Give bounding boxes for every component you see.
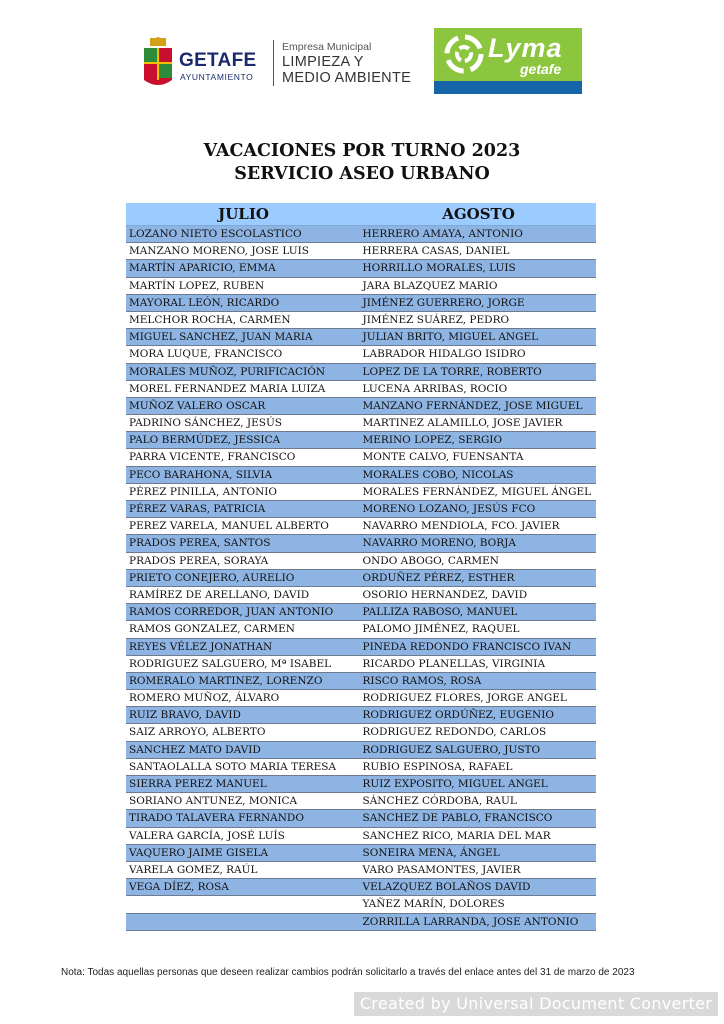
cell-agosto: HERRERA CASAS, DANIEL	[362, 245, 510, 258]
cell-agosto: ZORRILLA LARRANDA, JOSE ANTONIO	[362, 915, 579, 928]
table-row	[126, 828, 596, 845]
cell-agosto: RUBIO ESPINOSA, RAFAEL	[362, 760, 513, 773]
cell-julio: MORALES MUÑOZ, PURIFICACIÓN	[129, 365, 326, 378]
cell-julio: PÉREZ PINILLA, ANTONIO	[129, 485, 278, 498]
document-title: VACACIONES POR TURNO 2023	[203, 141, 521, 161]
cell-agosto: OSORIO HERNANDEZ, DAVID	[362, 588, 528, 601]
column-header-agosto: AGOSTO	[442, 205, 515, 223]
cell-agosto: ONDO ABOGO, CARMEN	[362, 554, 499, 567]
cell-agosto: VELAZQUEZ BOLAÑOS DAVID	[362, 881, 531, 894]
cell-agosto: JARA BLAZQUEZ MARIO	[362, 279, 498, 292]
header-logos	[141, 28, 584, 96]
cell-agosto: RODRIGUEZ SALGUERO, JUSTO	[362, 743, 541, 756]
table-row	[126, 604, 596, 621]
cell-agosto: RUIZ EXPOSITO, MIGUEL ANGEL	[362, 778, 548, 790]
table-row	[126, 862, 596, 879]
cell-agosto: SANCHEZ RICO, MARIA DEL MAR	[362, 829, 551, 842]
table-row	[126, 432, 596, 449]
table-row	[126, 845, 596, 862]
table-row	[126, 518, 596, 535]
cell-julio: MANZANO MORENO, JOSE LUIS	[129, 245, 309, 258]
table-row	[126, 364, 596, 381]
cell-agosto: PALOMO JIMÉNEZ, RAQUEL	[362, 623, 520, 636]
table-row	[126, 776, 596, 793]
getafe-wordmark: GETAFE	[179, 50, 257, 71]
cell-julio: MORA LUQUE, FRANCISCO	[129, 348, 283, 361]
table-row	[126, 381, 596, 398]
getafe-crest-icon	[141, 36, 175, 88]
table-header-row	[126, 203, 596, 226]
cell-agosto: YAÑEZ MARÍN, DOLORES	[362, 898, 505, 911]
cell-julio: MELCHOR ROCHA, CARMEN	[129, 313, 291, 326]
table-row	[126, 329, 596, 346]
cell-agosto: SÁNCHEZ CÓRDOBA, RAUL	[362, 795, 517, 808]
cell-julio: PADRINO SÁNCHEZ, JESÚS	[129, 417, 283, 430]
empresa-line2: LIMPIEZA Y	[282, 54, 364, 70]
vacation-table	[126, 203, 596, 931]
cell-julio: PECO BARAHONA, SILVIA	[129, 468, 273, 481]
cell-julio: SANCHEZ MATO DAVID	[129, 743, 261, 756]
cell-julio: MOREL FERNANDEZ MARIA LUIZA	[129, 382, 326, 395]
table-row	[126, 312, 596, 329]
table-row	[126, 535, 596, 552]
cell-julio: SANTAOLALLA SOTO MARIA TERESA	[129, 760, 337, 773]
cell-julio	[126, 896, 360, 912]
cell-agosto: RICARDO PLANELLAS, VIRGINIA	[362, 657, 546, 670]
cell-julio: PARRA VICENTE, FRANCISCO	[129, 451, 296, 464]
cell-julio: TIRADO TALAVERA FERNANDO	[129, 812, 304, 825]
cell-julio: RUIZ BRAVO, DAVID	[129, 709, 241, 722]
table-row	[126, 243, 596, 260]
table-row	[126, 707, 596, 724]
cell-julio: MARTÍN LOPEZ, RUBEN	[129, 279, 265, 292]
table-row	[126, 759, 596, 776]
cell-julio: VARELA GOMEZ, RAÚL	[129, 863, 258, 876]
cell-julio: PRADOS PEREA, SORAYA	[129, 554, 269, 567]
cell-julio: LOZANO NIETO ESCOLASTICO	[129, 228, 302, 240]
converter-watermark: Created by Universal Document Converter	[354, 992, 718, 1016]
cell-agosto: LOPEZ DE LA TORRE, ROBERTO	[362, 365, 542, 378]
cell-agosto: MONTE CALVO, FUENSANTA	[362, 451, 524, 464]
cell-agosto: SONEIRA MENA, ÁNGEL	[362, 846, 500, 859]
cell-agosto: MORALES FERNÁNDEZ, MIGUEL ÁNGEL	[362, 485, 592, 498]
ayuntamiento-wordmark: AYUNTAMIENTO	[180, 72, 254, 82]
cell-julio: PÉREZ VARAS, PATRICIA	[129, 503, 266, 515]
cell-agosto: LUCENA ARRIBAS, ROCIO	[362, 382, 508, 395]
table-body	[126, 226, 596, 931]
table-row	[126, 621, 596, 638]
cell-julio: MUÑOZ VALERO OSCAR	[129, 399, 266, 412]
table-row	[126, 914, 596, 931]
cell-agosto: LABRADOR HIDALGO ISIDRO	[362, 348, 526, 361]
cell-agosto: RISCO RAMOS, ROSA	[362, 674, 482, 687]
cell-agosto: HERRERO AMAYA, ANTONIO	[362, 228, 523, 240]
table-row	[126, 467, 596, 484]
cell-julio: MARTÍN APARICIO, EMMA	[129, 262, 276, 275]
table-row	[126, 673, 596, 690]
table-row	[126, 656, 596, 673]
cell-julio: REYES VÉLEZ JONATHAN	[129, 640, 273, 653]
table-row	[126, 501, 596, 518]
cell-julio: VEGA DÍEZ, ROSA	[129, 881, 229, 894]
table-row	[126, 449, 596, 466]
cell-julio: PRIETO CONEJERO, AURELIO	[129, 571, 295, 584]
lyma-getafe-wordmark: getafe	[520, 61, 562, 77]
cell-julio: PRADOS PEREA, SANTOS	[129, 537, 271, 550]
lyma-wordmark: Lyma	[488, 33, 563, 63]
cell-agosto: ORDUÑEZ PÉREZ, ESTHER	[362, 571, 515, 584]
cell-julio: VAQUERO JAIME GISELA	[129, 846, 269, 859]
cell-julio: MIGUEL SANCHEZ, JUAN MARIA	[129, 331, 313, 344]
column-header-julio: JULIO	[218, 205, 269, 223]
cell-julio: RAMÍREZ DE ARELLANO, DAVID	[129, 588, 310, 601]
cell-agosto: RODRIGUEZ ORDÚÑEZ, EUGENIO	[362, 709, 554, 722]
cell-agosto: NAVARRO MORENO, BORJA	[362, 537, 516, 550]
table-row	[126, 295, 596, 312]
lyma-swirl-icon	[444, 34, 484, 74]
cell-julio: RODRIGUEZ SALGUERO, Mª ISABEL	[129, 657, 332, 670]
table-row	[126, 484, 596, 501]
cell-julio: RAMOS GONZALEZ, CARMEN	[129, 623, 295, 636]
empresa-line3: MEDIO AMBIENTE	[282, 70, 412, 86]
table-row	[126, 793, 596, 810]
cell-julio: SORIANO ANTUNEZ, MONICA	[129, 795, 298, 808]
cell-agosto: MERINO LOPEZ, SERGIO	[362, 434, 503, 447]
table-row	[126, 226, 596, 243]
empresa-municipal-text	[282, 41, 411, 86]
table-row	[126, 639, 596, 656]
cell-agosto: MARTINEZ ALAMILLO, JOSE JAVIER	[362, 417, 563, 430]
table-row	[126, 553, 596, 570]
cell-agosto: MORALES COBO, NICOLAS	[362, 468, 514, 481]
cell-julio: VALERA GARCÍA, JOSÉ LUÍS	[129, 829, 285, 842]
document-subtitle: SERVICIO ASEO URBANO	[234, 164, 490, 184]
cell-agosto: MORENO LOZANO, JESÚS FCO	[362, 503, 536, 515]
table-row	[126, 587, 596, 604]
lyma-logo	[434, 28, 582, 94]
cell-agosto: MANZANO FERNÁNDEZ, JOSE MIGUEL	[362, 399, 583, 412]
table-row	[126, 742, 596, 759]
getafe-logo	[141, 36, 276, 88]
cell-agosto: NAVARRO MENDIOLA, FCO. JAVIER	[362, 520, 560, 533]
cell-julio: ROMERO MUÑOZ, ÁLVARO	[129, 692, 280, 705]
logo-divider	[273, 40, 274, 86]
cell-agosto: HORRILLO MORALES, LUIS	[362, 262, 516, 275]
cell-agosto: JULIAN BRITO, MIGUEL ANGEL	[362, 331, 539, 344]
cell-agosto: VARO PASAMONTES, JAVIER	[362, 863, 521, 876]
cell-agosto: RODRIGUEZ REDONDO, CARLOS	[362, 726, 547, 739]
cell-agosto: JIMÉNEZ GUERRERO, JORGE	[362, 296, 525, 309]
cell-julio	[126, 914, 360, 930]
cell-agosto: JIMÉNEZ SUÁREZ, PEDRO	[362, 313, 510, 326]
cell-agosto: RODRIGUEZ FLORES, JORGE ANGEL	[362, 692, 567, 705]
footer-note: Nota: Todas aquellas personas que deseen realizar cambios podrán solicitarlo a través del enlace antes del 31 de marzo de 2023	[61, 967, 635, 978]
lyma-blue-band	[434, 81, 582, 94]
cell-agosto: SANCHEZ DE PABLO, FRANCISCO	[362, 812, 553, 825]
table-row	[126, 346, 596, 363]
table-row	[126, 570, 596, 587]
cell-agosto: PALLIZA RABOSO, MANUEL	[362, 606, 518, 619]
table-row	[126, 415, 596, 432]
table-row	[126, 810, 596, 827]
cell-agosto: PINEDA REDONDO FRANCISCO IVAN	[362, 640, 572, 653]
table-row	[126, 278, 596, 295]
table-row	[126, 879, 596, 896]
empresa-line1: Empresa Municipal	[282, 41, 372, 53]
cell-julio: PEREZ VARELA, MANUEL ALBERTO	[129, 520, 329, 533]
cell-julio: RAMOS CORREDOR, JUAN ANTONIO	[129, 606, 334, 619]
table-row	[126, 896, 596, 913]
cell-julio: MAYORAL LEÓN, RICARDO	[129, 296, 280, 309]
table-row	[126, 398, 596, 415]
cell-julio: SAIZ ARROYO, ALBERTO	[129, 726, 266, 739]
cell-julio: ROMERALO MARTINEZ, LORENZO	[129, 674, 323, 687]
table-row	[126, 260, 596, 277]
cell-julio: PALO BERMÚDEZ, JESSICA	[129, 434, 281, 447]
table-row	[126, 690, 596, 707]
cell-julio: SIERRA PEREZ MANUEL	[129, 778, 267, 790]
table-row	[126, 724, 596, 741]
